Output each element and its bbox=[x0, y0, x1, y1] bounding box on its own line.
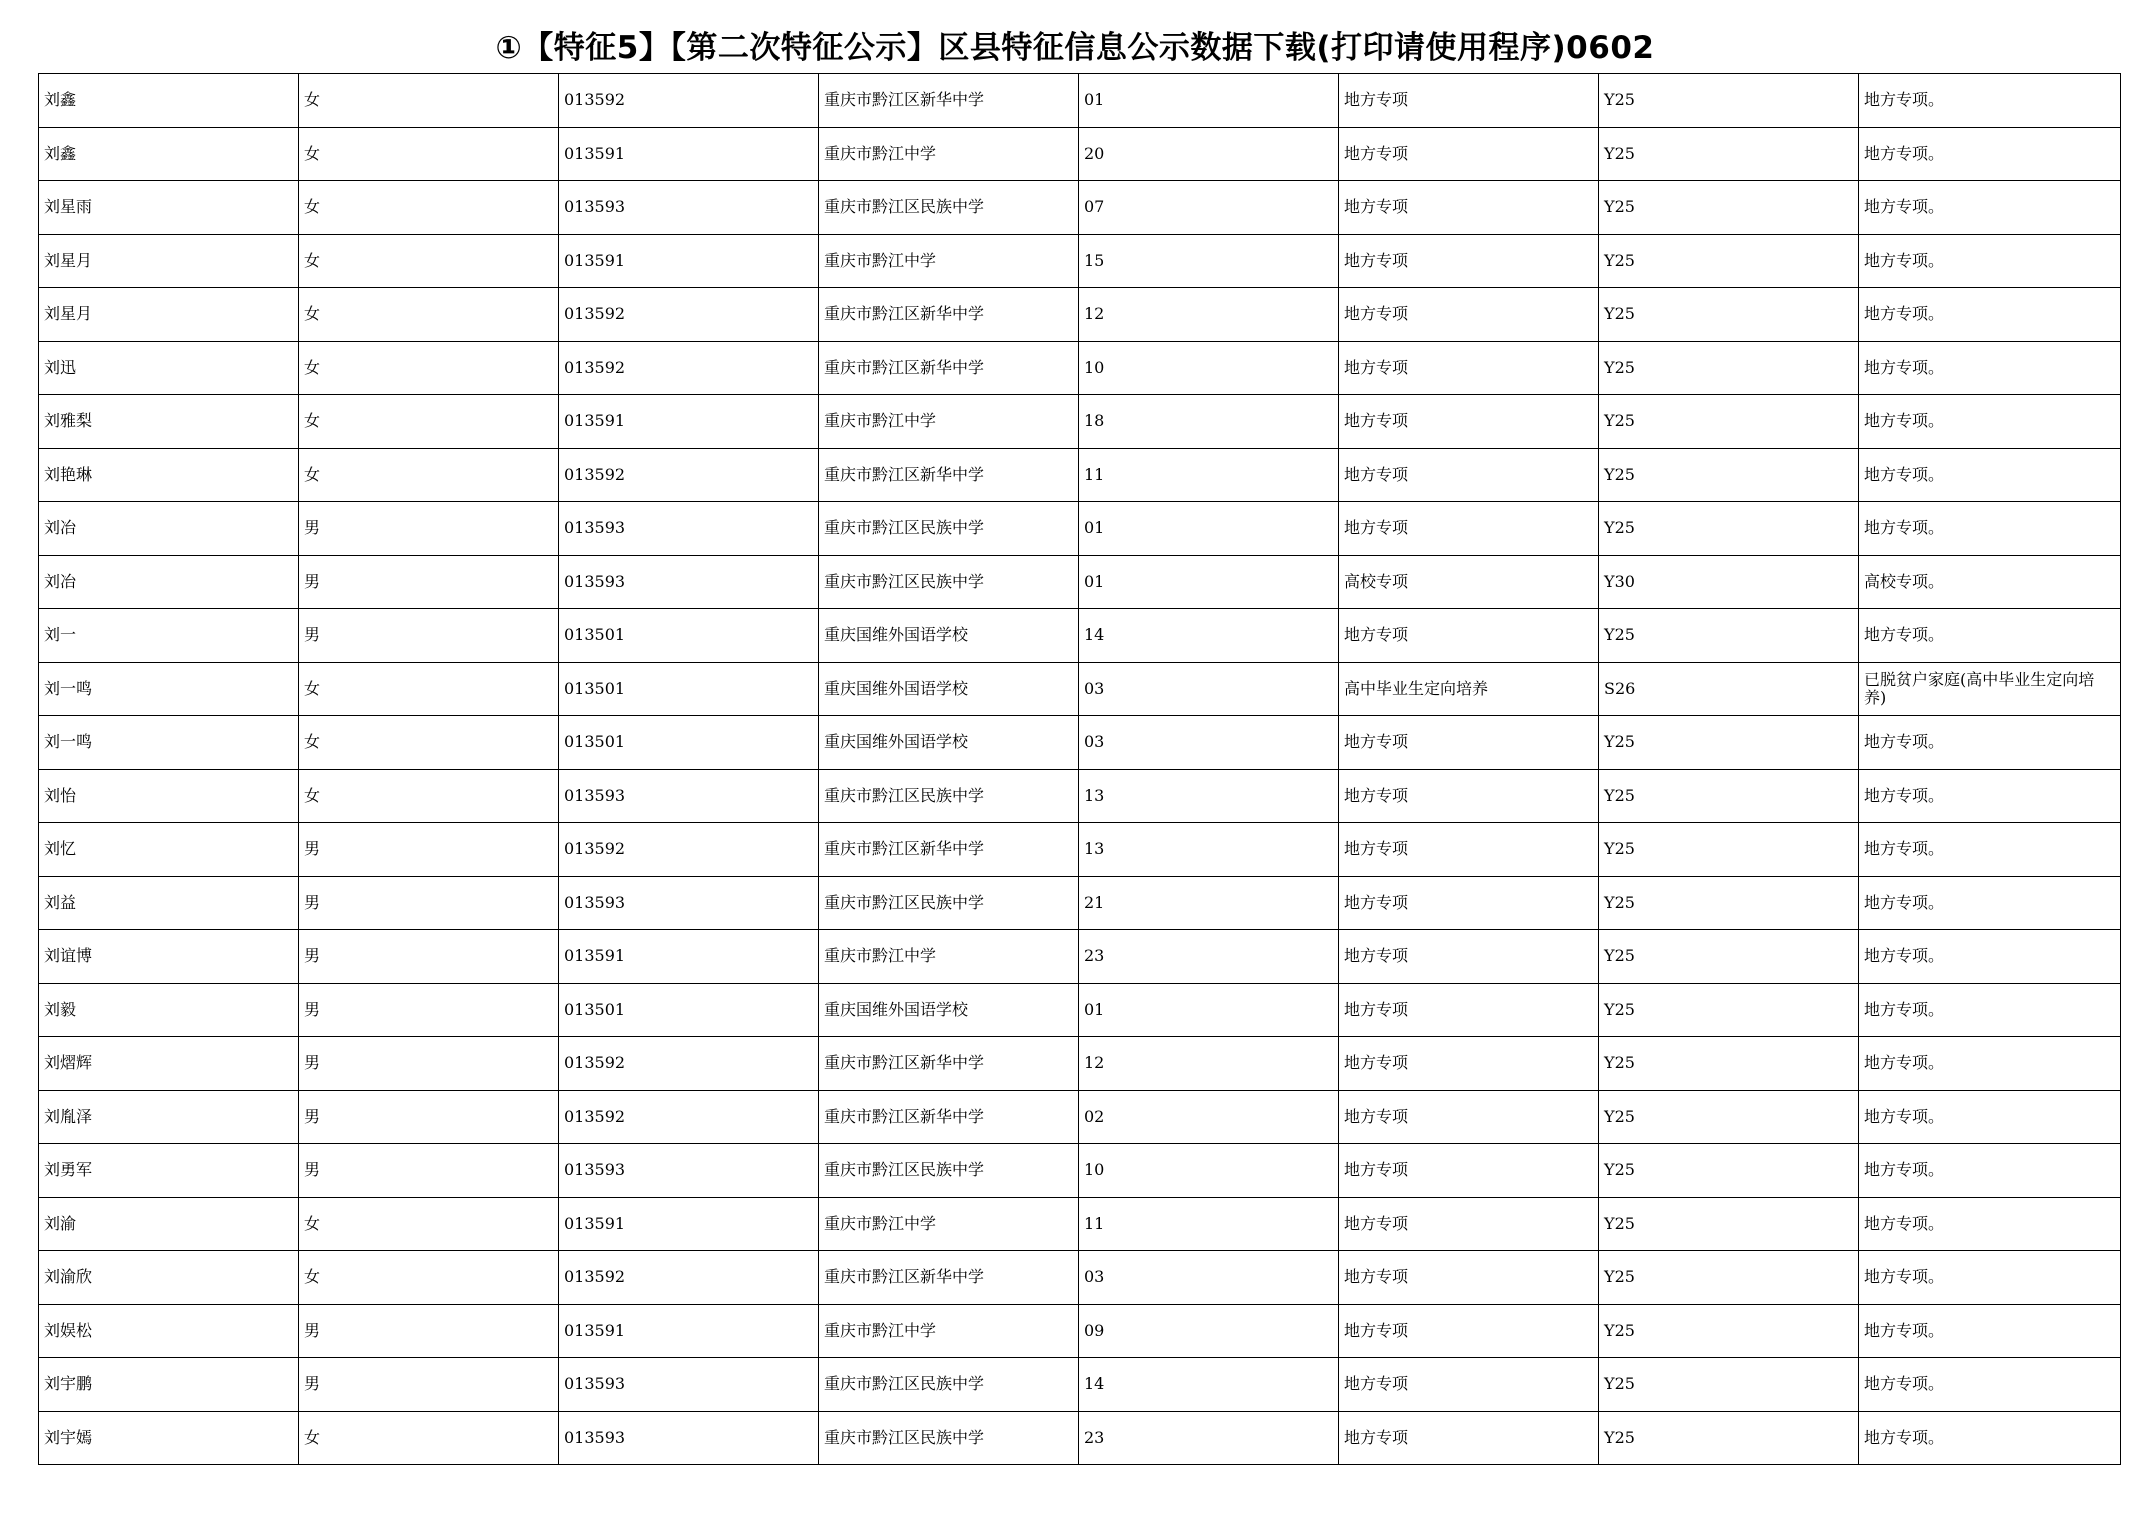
code-cell: 013501 bbox=[559, 983, 819, 1037]
category-cell: 地方专项 bbox=[1339, 1358, 1599, 1412]
class-cell: 23 bbox=[1079, 930, 1339, 984]
gender-cell: 男 bbox=[299, 1304, 559, 1358]
code-cell: 013592 bbox=[559, 288, 819, 342]
category-cell: 地方专项 bbox=[1339, 1090, 1599, 1144]
table-row bbox=[39, 288, 2121, 342]
remark-cell: 高校专项。 bbox=[1859, 555, 2121, 609]
remark-cell: 地方专项。 bbox=[1859, 1144, 2121, 1198]
category-cell: 地方专项 bbox=[1339, 127, 1599, 181]
code-cell: 013591 bbox=[559, 1304, 819, 1358]
gender-cell: 女 bbox=[299, 234, 559, 288]
school-cell: 重庆市黔江区新华中学 bbox=[819, 341, 1079, 395]
table-row bbox=[39, 1037, 2121, 1091]
type-code-cell: Y25 bbox=[1599, 983, 1859, 1037]
remark-cell: 地方专项。 bbox=[1859, 448, 2121, 502]
table-row bbox=[39, 341, 2121, 395]
table-row bbox=[39, 448, 2121, 502]
class-cell: 13 bbox=[1079, 823, 1339, 877]
school-cell: 重庆市黔江区新华中学 bbox=[819, 288, 1079, 342]
name-cell: 刘宇鹏 bbox=[39, 1358, 299, 1412]
remark-cell: 地方专项。 bbox=[1859, 234, 2121, 288]
category-cell: 地方专项 bbox=[1339, 74, 1599, 128]
class-cell: 21 bbox=[1079, 876, 1339, 930]
type-code-cell: Y25 bbox=[1599, 1304, 1859, 1358]
gender-cell: 男 bbox=[299, 502, 559, 556]
class-cell: 07 bbox=[1079, 181, 1339, 235]
class-cell: 01 bbox=[1079, 502, 1339, 556]
school-cell: 重庆国维外国语学校 bbox=[819, 662, 1079, 716]
type-code-cell: Y25 bbox=[1599, 1144, 1859, 1198]
gender-cell: 男 bbox=[299, 823, 559, 877]
class-cell: 09 bbox=[1079, 1304, 1339, 1358]
category-cell: 高校专项 bbox=[1339, 555, 1599, 609]
remark-cell: 地方专项。 bbox=[1859, 1251, 2121, 1305]
remark-cell: 地方专项。 bbox=[1859, 1358, 2121, 1412]
name-cell: 刘宇嫣 bbox=[39, 1411, 299, 1465]
page-title: ①【特征5】【第二次特征公示】区县特征信息公示数据下载(打印请使用程序)0602 bbox=[495, 30, 1655, 66]
code-cell: 013592 bbox=[559, 823, 819, 877]
school-cell: 重庆市黔江区新华中学 bbox=[819, 1090, 1079, 1144]
table-row bbox=[39, 876, 2121, 930]
class-cell: 01 bbox=[1079, 983, 1339, 1037]
type-code-cell: Y25 bbox=[1599, 1358, 1859, 1412]
remark-cell: 地方专项。 bbox=[1859, 1090, 2121, 1144]
category-cell: 地方专项 bbox=[1339, 181, 1599, 235]
name-cell: 刘雅梨 bbox=[39, 395, 299, 449]
class-cell: 01 bbox=[1079, 555, 1339, 609]
remark-cell: 地方专项。 bbox=[1859, 395, 2121, 449]
name-cell: 刘冶 bbox=[39, 502, 299, 556]
remark-cell: 地方专项。 bbox=[1859, 983, 2121, 1037]
remark-cell: 地方专项。 bbox=[1859, 502, 2121, 556]
gender-cell: 男 bbox=[299, 983, 559, 1037]
name-cell: 刘勇军 bbox=[39, 1144, 299, 1198]
code-cell: 013501 bbox=[559, 716, 819, 770]
school-cell: 重庆市黔江区新华中学 bbox=[819, 1037, 1079, 1091]
type-code-cell: Y25 bbox=[1599, 74, 1859, 128]
type-code-cell: Y25 bbox=[1599, 234, 1859, 288]
type-code-cell: Y25 bbox=[1599, 876, 1859, 930]
gender-cell: 女 bbox=[299, 181, 559, 235]
type-code-cell: Y25 bbox=[1599, 502, 1859, 556]
school-cell: 重庆市黔江中学 bbox=[819, 930, 1079, 984]
school-cell: 重庆市黔江区民族中学 bbox=[819, 769, 1079, 823]
remark-cell: 地方专项。 bbox=[1859, 930, 2121, 984]
school-cell: 重庆市黔江区民族中学 bbox=[819, 876, 1079, 930]
code-cell: 013591 bbox=[559, 395, 819, 449]
table-row bbox=[39, 1251, 2121, 1305]
type-code-cell: Y25 bbox=[1599, 1197, 1859, 1251]
school-cell: 重庆市黔江中学 bbox=[819, 234, 1079, 288]
gender-cell: 女 bbox=[299, 662, 559, 716]
code-cell: 013592 bbox=[559, 448, 819, 502]
code-cell: 013591 bbox=[559, 930, 819, 984]
remark-cell: 地方专项。 bbox=[1859, 609, 2121, 663]
table-row bbox=[39, 609, 2121, 663]
class-cell: 11 bbox=[1079, 448, 1339, 502]
name-cell: 刘艳琳 bbox=[39, 448, 299, 502]
school-cell: 重庆市黔江区新华中学 bbox=[819, 74, 1079, 128]
class-cell: 13 bbox=[1079, 769, 1339, 823]
name-cell: 刘迅 bbox=[39, 341, 299, 395]
category-cell: 地方专项 bbox=[1339, 823, 1599, 877]
school-cell: 重庆市黔江中学 bbox=[819, 1304, 1079, 1358]
school-cell: 重庆国维外国语学校 bbox=[819, 983, 1079, 1037]
remark-cell: 地方专项。 bbox=[1859, 341, 2121, 395]
table-row bbox=[39, 983, 2121, 1037]
table-row bbox=[39, 1304, 2121, 1358]
school-cell: 重庆市黔江区民族中学 bbox=[819, 555, 1079, 609]
remark-cell: 地方专项。 bbox=[1859, 1411, 2121, 1465]
category-cell: 地方专项 bbox=[1339, 1144, 1599, 1198]
category-cell: 地方专项 bbox=[1339, 395, 1599, 449]
gender-cell: 男 bbox=[299, 1090, 559, 1144]
type-code-cell: S26 bbox=[1599, 662, 1859, 716]
type-code-cell: Y25 bbox=[1599, 769, 1859, 823]
table-row bbox=[39, 555, 2121, 609]
class-cell: 10 bbox=[1079, 1144, 1339, 1198]
category-cell: 地方专项 bbox=[1339, 1197, 1599, 1251]
type-code-cell: Y25 bbox=[1599, 716, 1859, 770]
remark-cell: 地方专项。 bbox=[1859, 74, 2121, 128]
remark-cell: 地方专项。 bbox=[1859, 288, 2121, 342]
code-cell: 013593 bbox=[559, 769, 819, 823]
name-cell: 刘忆 bbox=[39, 823, 299, 877]
table-row bbox=[39, 930, 2121, 984]
name-cell: 刘鑫 bbox=[39, 74, 299, 128]
school-cell: 重庆市黔江中学 bbox=[819, 1197, 1079, 1251]
type-code-cell: Y25 bbox=[1599, 341, 1859, 395]
table-row bbox=[39, 716, 2121, 770]
name-cell: 刘娱松 bbox=[39, 1304, 299, 1358]
type-code-cell: Y25 bbox=[1599, 127, 1859, 181]
category-cell: 地方专项 bbox=[1339, 234, 1599, 288]
table-row bbox=[39, 1358, 2121, 1412]
code-cell: 013593 bbox=[559, 181, 819, 235]
type-code-cell: Y25 bbox=[1599, 823, 1859, 877]
table-body bbox=[39, 74, 2121, 1465]
code-cell: 013592 bbox=[559, 1090, 819, 1144]
code-cell: 013592 bbox=[559, 1037, 819, 1091]
code-cell: 013591 bbox=[559, 234, 819, 288]
type-code-cell: Y25 bbox=[1599, 448, 1859, 502]
table-row bbox=[39, 234, 2121, 288]
type-code-cell: Y25 bbox=[1599, 930, 1859, 984]
code-cell: 013593 bbox=[559, 1358, 819, 1412]
code-cell: 013591 bbox=[559, 1197, 819, 1251]
class-cell: 03 bbox=[1079, 716, 1339, 770]
name-cell: 刘星月 bbox=[39, 288, 299, 342]
class-cell: 14 bbox=[1079, 609, 1339, 663]
class-cell: 03 bbox=[1079, 1251, 1339, 1305]
gender-cell: 女 bbox=[299, 448, 559, 502]
category-cell: 地方专项 bbox=[1339, 1304, 1599, 1358]
name-cell: 刘渝欣 bbox=[39, 1251, 299, 1305]
school-cell: 重庆市黔江区新华中学 bbox=[819, 823, 1079, 877]
class-cell: 20 bbox=[1079, 127, 1339, 181]
gender-cell: 男 bbox=[299, 930, 559, 984]
remark-cell: 地方专项。 bbox=[1859, 1037, 2121, 1091]
gender-cell: 女 bbox=[299, 769, 559, 823]
gender-cell: 男 bbox=[299, 555, 559, 609]
school-cell: 重庆市黔江区民族中学 bbox=[819, 1358, 1079, 1412]
category-cell: 地方专项 bbox=[1339, 716, 1599, 770]
gender-cell: 女 bbox=[299, 1197, 559, 1251]
school-cell: 重庆市黔江区新华中学 bbox=[819, 1251, 1079, 1305]
type-code-cell: Y30 bbox=[1599, 555, 1859, 609]
category-cell: 高中毕业生定向培养 bbox=[1339, 662, 1599, 716]
category-cell: 地方专项 bbox=[1339, 288, 1599, 342]
category-cell: 地方专项 bbox=[1339, 341, 1599, 395]
class-cell: 23 bbox=[1079, 1411, 1339, 1465]
category-cell: 地方专项 bbox=[1339, 448, 1599, 502]
table-row bbox=[39, 769, 2121, 823]
table-row bbox=[39, 395, 2121, 449]
code-cell: 013501 bbox=[559, 662, 819, 716]
gender-cell: 女 bbox=[299, 1251, 559, 1305]
class-cell: 11 bbox=[1079, 1197, 1339, 1251]
name-cell: 刘渝 bbox=[39, 1197, 299, 1251]
school-cell: 重庆市黔江区新华中学 bbox=[819, 448, 1079, 502]
category-cell: 地方专项 bbox=[1339, 1411, 1599, 1465]
code-cell: 013593 bbox=[559, 555, 819, 609]
gender-cell: 女 bbox=[299, 74, 559, 128]
class-cell: 15 bbox=[1079, 234, 1339, 288]
name-cell: 刘星雨 bbox=[39, 181, 299, 235]
category-cell: 地方专项 bbox=[1339, 769, 1599, 823]
gender-cell: 女 bbox=[299, 127, 559, 181]
name-cell: 刘一 bbox=[39, 609, 299, 663]
gender-cell: 女 bbox=[299, 288, 559, 342]
table-row bbox=[39, 662, 2121, 716]
gender-cell: 女 bbox=[299, 1411, 559, 1465]
code-cell: 013591 bbox=[559, 127, 819, 181]
table-row bbox=[39, 1411, 2121, 1465]
name-cell: 刘鑫 bbox=[39, 127, 299, 181]
table-row bbox=[39, 502, 2121, 556]
class-cell: 02 bbox=[1079, 1090, 1339, 1144]
data-table bbox=[38, 73, 2121, 1465]
school-cell: 重庆国维外国语学校 bbox=[819, 716, 1079, 770]
class-cell: 12 bbox=[1079, 288, 1339, 342]
remark-cell: 已脱贫户家庭(高中毕业生定向培养) bbox=[1859, 662, 2121, 716]
type-code-cell: Y25 bbox=[1599, 1251, 1859, 1305]
category-cell: 地方专项 bbox=[1339, 876, 1599, 930]
type-code-cell: Y25 bbox=[1599, 181, 1859, 235]
category-cell: 地方专项 bbox=[1339, 983, 1599, 1037]
table-row bbox=[39, 181, 2121, 235]
remark-cell: 地方专项。 bbox=[1859, 1197, 2121, 1251]
code-cell: 013593 bbox=[559, 1144, 819, 1198]
remark-cell: 地方专项。 bbox=[1859, 769, 2121, 823]
type-code-cell: Y25 bbox=[1599, 395, 1859, 449]
class-cell: 18 bbox=[1079, 395, 1339, 449]
name-cell: 刘谊博 bbox=[39, 930, 299, 984]
code-cell: 013593 bbox=[559, 876, 819, 930]
school-cell: 重庆市黔江中学 bbox=[819, 395, 1079, 449]
gender-cell: 男 bbox=[299, 609, 559, 663]
category-cell: 地方专项 bbox=[1339, 930, 1599, 984]
name-cell: 刘熠辉 bbox=[39, 1037, 299, 1091]
name-cell: 刘胤泽 bbox=[39, 1090, 299, 1144]
class-cell: 12 bbox=[1079, 1037, 1339, 1091]
name-cell: 刘一鸣 bbox=[39, 662, 299, 716]
category-cell: 地方专项 bbox=[1339, 1037, 1599, 1091]
table-row bbox=[39, 1144, 2121, 1198]
class-cell: 01 bbox=[1079, 74, 1339, 128]
school-cell: 重庆市黔江区民族中学 bbox=[819, 502, 1079, 556]
remark-cell: 地方专项。 bbox=[1859, 181, 2121, 235]
code-cell: 013592 bbox=[559, 1251, 819, 1305]
name-cell: 刘怡 bbox=[39, 769, 299, 823]
type-code-cell: Y25 bbox=[1599, 1411, 1859, 1465]
gender-cell: 女 bbox=[299, 395, 559, 449]
table-row bbox=[39, 127, 2121, 181]
gender-cell: 女 bbox=[299, 716, 559, 770]
type-code-cell: Y25 bbox=[1599, 1037, 1859, 1091]
code-cell: 013501 bbox=[559, 609, 819, 663]
school-cell: 重庆市黔江中学 bbox=[819, 127, 1079, 181]
class-cell: 03 bbox=[1079, 662, 1339, 716]
remark-cell: 地方专项。 bbox=[1859, 127, 2121, 181]
name-cell: 刘冶 bbox=[39, 555, 299, 609]
type-code-cell: Y25 bbox=[1599, 1090, 1859, 1144]
category-cell: 地方专项 bbox=[1339, 1251, 1599, 1305]
code-cell: 013592 bbox=[559, 74, 819, 128]
table-row bbox=[39, 823, 2121, 877]
table-row bbox=[39, 1090, 2121, 1144]
table-row bbox=[39, 74, 2121, 128]
school-cell: 重庆市黔江区民族中学 bbox=[819, 181, 1079, 235]
code-cell: 013593 bbox=[559, 502, 819, 556]
code-cell: 013592 bbox=[559, 341, 819, 395]
remark-cell: 地方专项。 bbox=[1859, 876, 2121, 930]
type-code-cell: Y25 bbox=[1599, 288, 1859, 342]
name-cell: 刘一鸣 bbox=[39, 716, 299, 770]
category-cell: 地方专项 bbox=[1339, 609, 1599, 663]
gender-cell: 女 bbox=[299, 341, 559, 395]
category-cell: 地方专项 bbox=[1339, 502, 1599, 556]
name-cell: 刘毅 bbox=[39, 983, 299, 1037]
school-cell: 重庆市黔江区民族中学 bbox=[819, 1144, 1079, 1198]
remark-cell: 地方专项。 bbox=[1859, 823, 2121, 877]
name-cell: 刘益 bbox=[39, 876, 299, 930]
name-cell: 刘星月 bbox=[39, 234, 299, 288]
gender-cell: 男 bbox=[299, 1358, 559, 1412]
class-cell: 10 bbox=[1079, 341, 1339, 395]
type-code-cell: Y25 bbox=[1599, 609, 1859, 663]
class-cell: 14 bbox=[1079, 1358, 1339, 1412]
code-cell: 013593 bbox=[559, 1411, 819, 1465]
table-row bbox=[39, 1197, 2121, 1251]
remark-cell: 地方专项。 bbox=[1859, 1304, 2121, 1358]
remark-cell: 地方专项。 bbox=[1859, 716, 2121, 770]
school-cell: 重庆国维外国语学校 bbox=[819, 609, 1079, 663]
gender-cell: 男 bbox=[299, 876, 559, 930]
gender-cell: 男 bbox=[299, 1144, 559, 1198]
gender-cell: 男 bbox=[299, 1037, 559, 1091]
school-cell: 重庆市黔江区民族中学 bbox=[819, 1411, 1079, 1465]
